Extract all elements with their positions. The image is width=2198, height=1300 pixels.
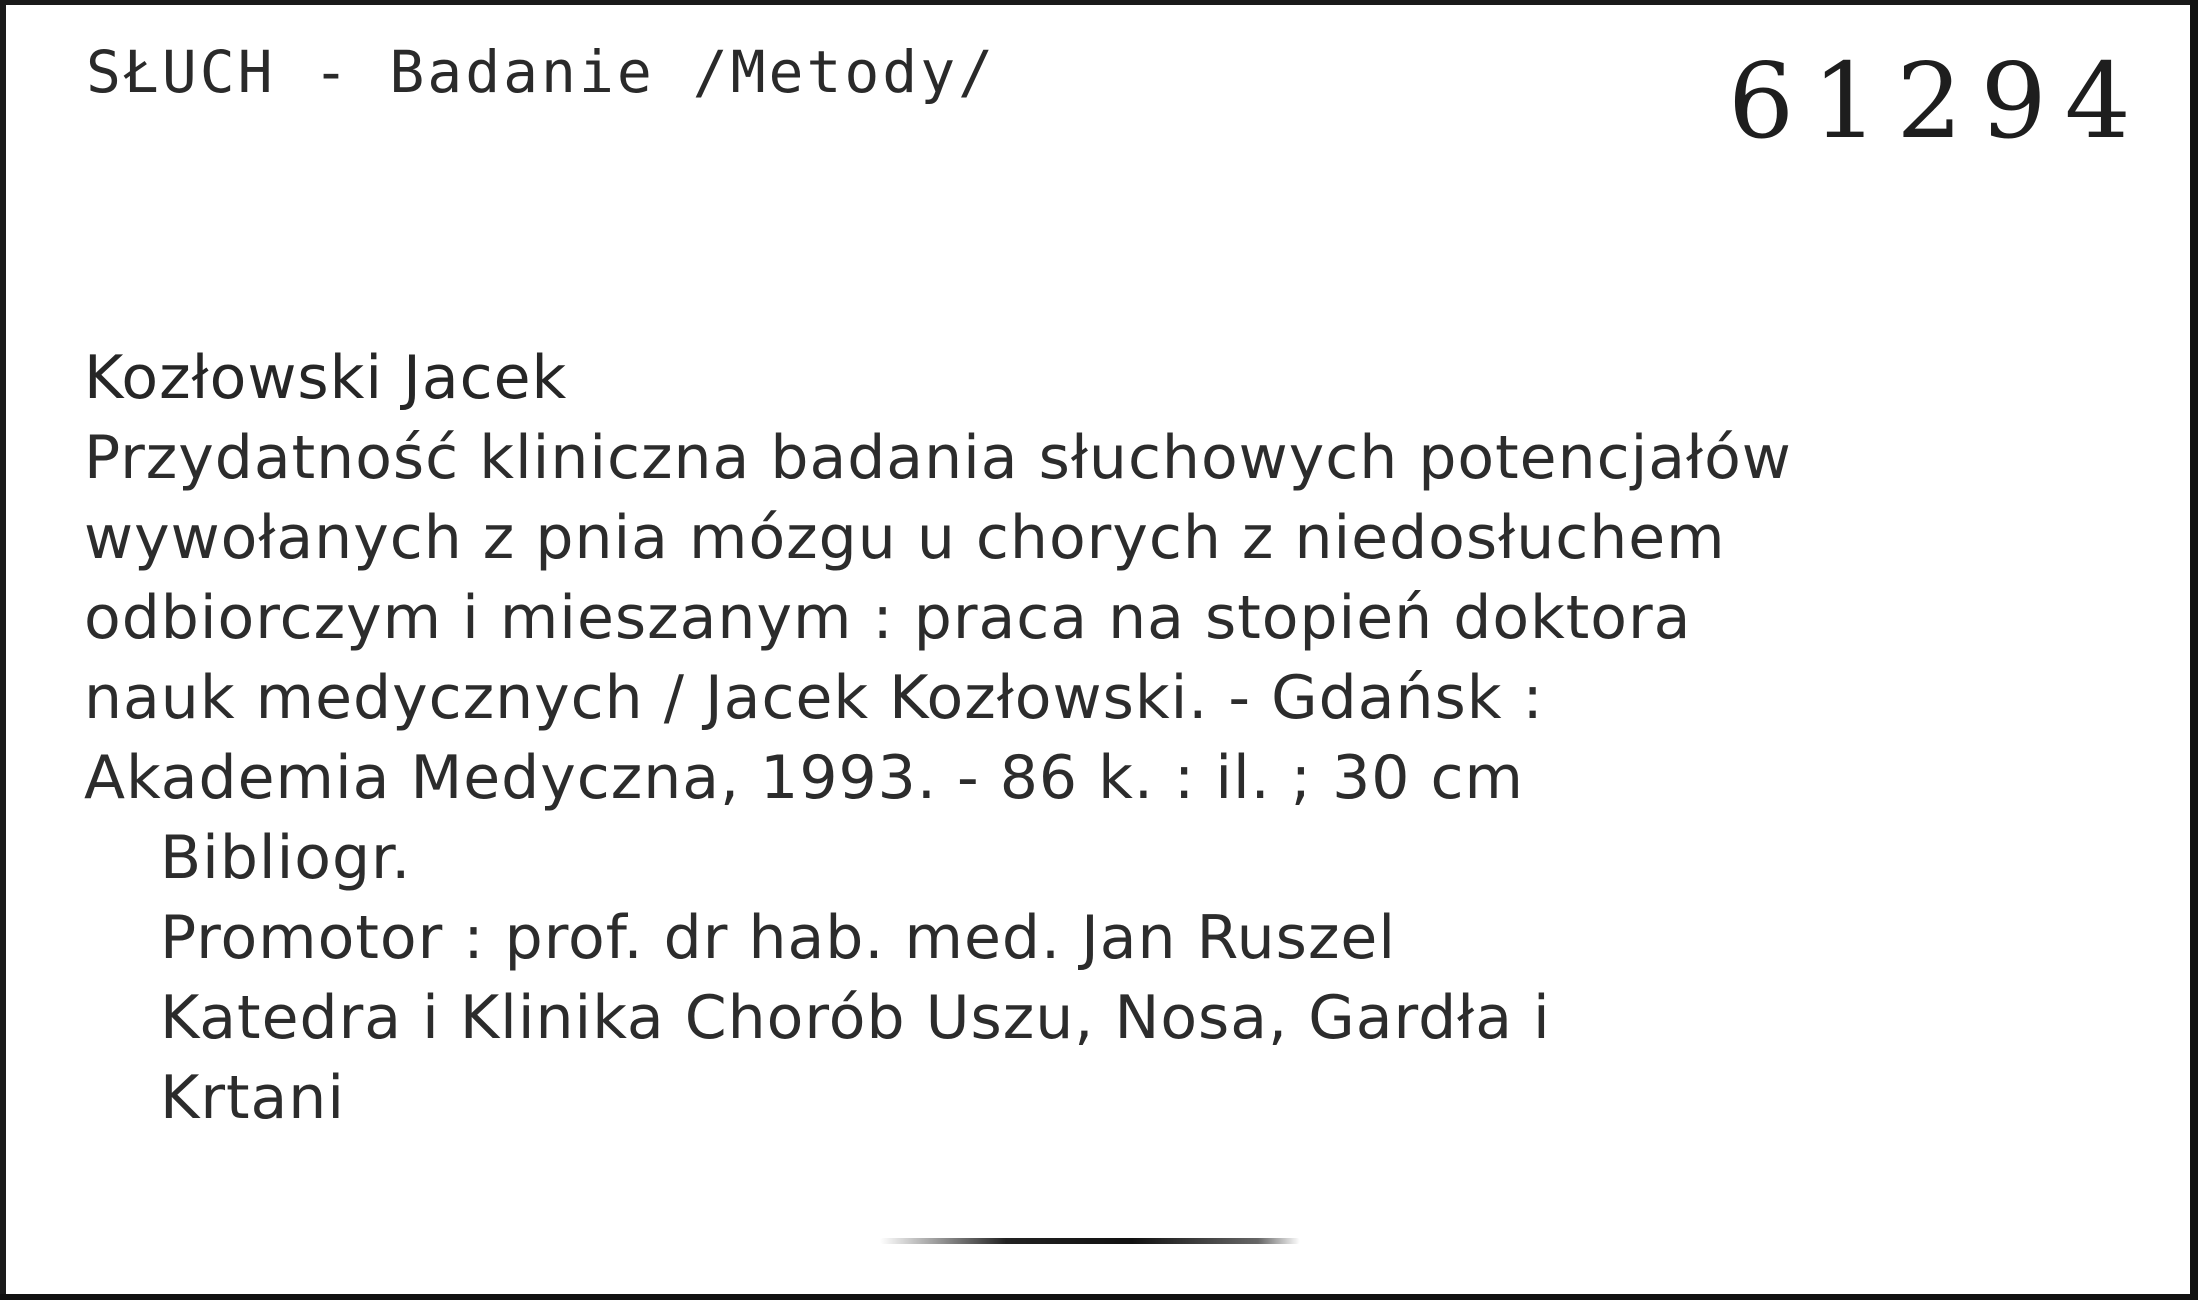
department-line: Krtani: [160, 1063, 346, 1133]
bibliography-note: Bibliogr.: [160, 823, 412, 893]
card-right-edge: [2190, 0, 2198, 1300]
card-bottom-edge: [0, 1294, 2198, 1300]
description-line: odbiorczym i mieszanym : praca na stopień doktora: [84, 583, 1692, 653]
description-line: Akademia Medyczna, 1993. - 86 k. : il. ; 30 cm: [84, 743, 1524, 813]
promoter-note: Promotor : prof. dr hab. med. Jan Ruszel: [160, 903, 1397, 973]
department-line: Katedra i Klinika Chorób Uszu, Nosa, Gardła i: [160, 983, 1551, 1053]
catalog-number: 61294: [1728, 40, 2149, 162]
card-top-edge: [0, 0, 2198, 5]
catalog-entry: [84, 338, 2134, 1138]
description-line: nauk medycznych / Jacek Kozłowski. - Gdańsk :: [84, 663, 1544, 733]
subject-heading: SŁUCH - Badanie /Metody/: [86, 38, 997, 106]
card-left-edge: [0, 0, 6, 1300]
scan-artifact-line: [880, 1238, 1300, 1244]
description-line: Przydatność kliniczna badania słuchowych potencjałów: [84, 423, 1792, 493]
description-line: wywołanych z pnia mózgu u chorych z niedosłuchem: [84, 503, 1726, 573]
author-name: Kozłowski Jacek: [84, 343, 568, 413]
